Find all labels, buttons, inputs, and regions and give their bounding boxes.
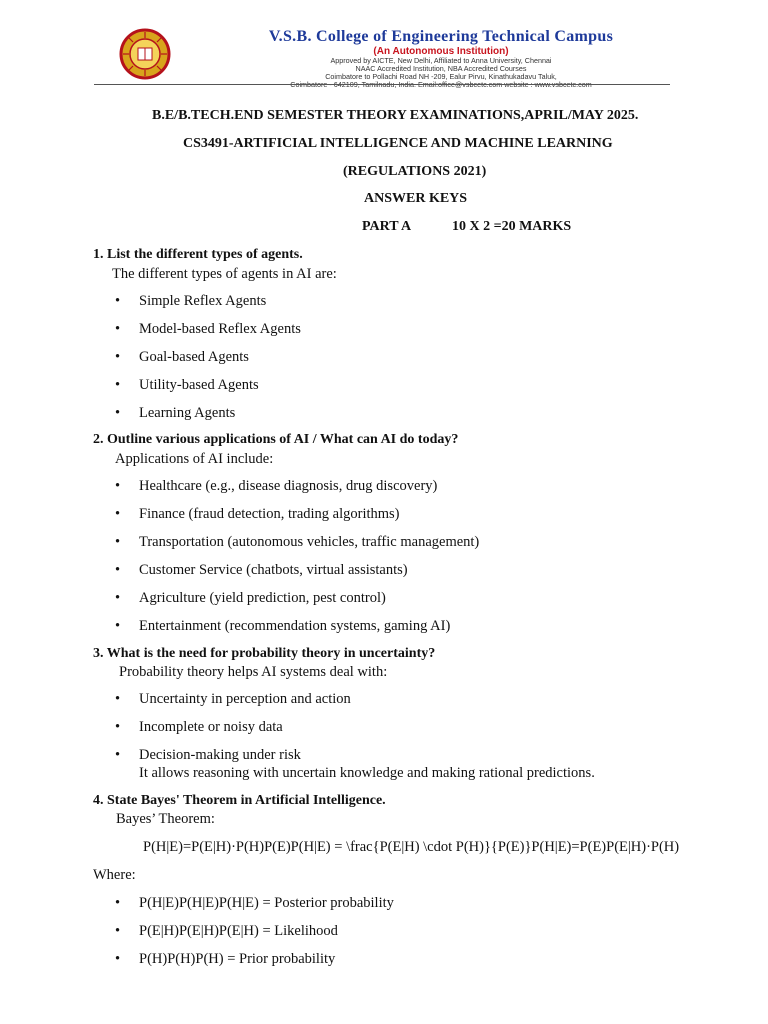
bayes-formula: P(H|E)=P(E|H)·P(H)P(E)P(H|E) = \frac{P(E|H) \cdot P(H)}{P(E)}P(H|E)=P(E)P(E|H)·P(H): [143, 839, 680, 855]
question-1-heading: 1. List the different types of agents.: [93, 247, 303, 262]
list-item: • Decision-making under risk: [115, 747, 301, 763]
list-item: • P(H|E)P(H|E)P(H|E) = Posterior probability: [115, 895, 394, 911]
list-item: • P(H)P(H)P(H) = Prior probability: [115, 951, 336, 967]
where-label: Where:: [93, 867, 136, 883]
college-header: [94, 24, 674, 89]
address-line-2: NAAC Accredited Institution, NBA Accredited Courses: [355, 64, 527, 73]
list-item: • Transportation (autonomous vehicles, traffic management): [115, 534, 480, 550]
college-name: V.S.B. College of Engineering Technical Campus: [268, 28, 614, 45]
list-item: • P(E|H)P(E|H)P(E|H) = Likelihood: [115, 923, 338, 939]
list-item: • Utility-based Agents: [115, 377, 259, 393]
list-item: • Agriculture (yield prediction, pest control): [115, 590, 386, 606]
address-line-4: Coimbatore - 642109, Tamilnadu, India. Email:office@vsbcetc.com website : www.vsbcetc.com: [290, 80, 592, 89]
question-3-intro: Probability theory helps AI systems deal with:: [119, 664, 388, 680]
question-3-closing: It allows reasoning with uncertain knowledge and making rational predictions.: [139, 765, 595, 781]
autonomous-label: (An Autonomous Institution): [373, 46, 509, 57]
regulations-title: (REGULATIONS 2021): [343, 164, 487, 179]
question-4-heading: 4. State Bayes' Theorem in Artificial Intelligence.: [93, 793, 386, 808]
question-3-heading: 3. What is the need for probability theory in uncertainty?: [93, 646, 436, 661]
list-item: • Customer Service (chatbots, virtual assistants): [115, 562, 408, 578]
marks-label: 10 X 2 =20 MARKS: [452, 219, 572, 234]
answer-keys-title: ANSWER KEYS: [364, 191, 468, 206]
question-2-intro: Applications of AI include:: [115, 451, 274, 467]
question-1-intro: The different types of agents in AI are:: [112, 266, 337, 282]
address-line-3: Coimbatore to Pollachi Road NH -209, Ealur Pirvu, Kinathukadavu Taluk,: [325, 72, 557, 81]
list-item: • Uncertainty in perception and action: [115, 691, 351, 707]
question-2-heading: 2. Outline various applications of AI / What can AI do today?: [93, 432, 459, 447]
header-divider: [94, 84, 670, 85]
course-title: CS3491-ARTIFICIAL INTELLIGENCE AND MACHINE LEARNING: [183, 136, 613, 151]
list-item: • Incomplete or noisy data: [115, 719, 283, 735]
question-4-intro: Bayes’ Theorem:: [116, 811, 215, 827]
college-emblem-icon: [116, 28, 174, 80]
part-label: PART A: [362, 219, 412, 234]
list-item: • Goal-based Agents: [115, 349, 249, 365]
address-line-1: Approved by AICTE, New Delhi, Affiliated to Anna University, Chennai: [330, 56, 552, 65]
list-item: • Healthcare (e.g., disease diagnosis, drug discovery): [115, 478, 438, 494]
list-item: • Model-based Reflex Agents: [115, 321, 301, 337]
list-item: • Learning Agents: [115, 405, 236, 421]
list-item: • Finance (fraud detection, trading algorithms): [115, 506, 400, 522]
list-item: • Simple Reflex Agents: [115, 293, 267, 309]
list-item: • Entertainment (recommendation systems, gaming AI): [115, 618, 451, 634]
exam-title: B.E/B.TECH.END SEMESTER THEORY EXAMINATIONS,APRIL/MAY 2025.: [152, 108, 639, 123]
